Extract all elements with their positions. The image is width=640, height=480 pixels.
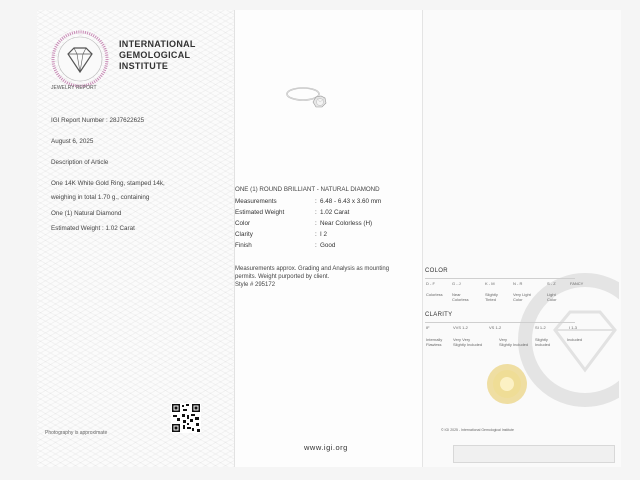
divider xyxy=(425,278,575,279)
report-type: JEWELRY REPORT xyxy=(51,85,97,91)
clarity-desc: Slightly xyxy=(535,337,548,342)
comment-line: Measurements approx. Grading and Analysis as mounting xyxy=(235,266,390,272)
color-desc: Very Light xyxy=(513,292,531,297)
color-grade: G - J xyxy=(452,281,461,286)
color-heading: COLOR xyxy=(425,268,448,274)
institute-line: INSTITUTE xyxy=(119,61,169,71)
qr-code-icon[interactable] xyxy=(171,403,201,433)
report-right-panel xyxy=(423,10,621,467)
clarity-desc: Included xyxy=(567,337,583,342)
security-strip xyxy=(453,445,615,463)
report-date: August 6, 2025 xyxy=(51,138,94,145)
description-line: weighing in total 1.70 g., containing xyxy=(51,194,150,201)
institute-line: INTERNATIONAL xyxy=(119,39,196,49)
clarity-desc: Included xyxy=(535,342,551,347)
clarity-desc: Internally xyxy=(426,337,443,342)
clarity-desc: Very xyxy=(499,337,508,342)
clarity-desc: Flawless xyxy=(426,342,442,347)
clarity-grade: VS 1-2 xyxy=(489,325,502,330)
color-desc: Slightly xyxy=(485,292,498,297)
color-desc: Tinted xyxy=(485,297,496,302)
row-label: Color xyxy=(235,220,251,227)
igi-logo-icon xyxy=(51,30,109,88)
clarity-desc: Slightly Included xyxy=(453,342,483,347)
institute-line: GEMOLOGICAL xyxy=(119,50,191,60)
clarity-grade: SI 1-2 xyxy=(535,325,546,330)
description-heading: Description of Article xyxy=(51,159,109,166)
clarity-grade: I 1-3 xyxy=(569,325,578,330)
color-desc: Light xyxy=(547,292,556,297)
divider xyxy=(425,322,575,323)
report-left-panel xyxy=(37,10,235,467)
comment-line: permits. Weight purported by client. xyxy=(235,274,330,280)
description-line: One (1) Natural Diamond xyxy=(51,210,122,217)
row-value: Near Colorless (H) xyxy=(320,220,373,227)
row-value: Good xyxy=(320,242,336,249)
description-line: Estimated Weight : 1.02 Carat xyxy=(51,225,135,232)
comment-line: Style # 295172 xyxy=(235,282,276,288)
clarity-grade: VVS 1-2 xyxy=(453,325,468,330)
clarity-desc: Very Very xyxy=(453,337,471,342)
row-value: 1.02 Carat xyxy=(320,209,350,216)
ring-photo xyxy=(283,80,333,116)
photography-note: Photography is approximate xyxy=(45,430,108,436)
description-line: One 14K White Gold Ring, stamped 14k, xyxy=(51,180,165,187)
clarity-grade: IF xyxy=(426,325,430,330)
color-grade: FANCY xyxy=(570,281,584,286)
row-value: I 2 xyxy=(320,231,328,238)
row-label: Estimated Weight xyxy=(235,209,285,216)
row-label: Clarity xyxy=(235,231,253,238)
report-number: IGI Report Number : 28J7622625 xyxy=(51,117,145,124)
color-desc: Colorless xyxy=(426,292,443,297)
color-grade: K - M xyxy=(485,281,495,286)
copyright: © IGI 2025 - International Gemological Institute xyxy=(441,428,515,432)
website-link[interactable]: www.igi.org xyxy=(304,443,348,452)
color-desc: Color xyxy=(547,297,557,302)
color-desc: Near xyxy=(452,292,461,297)
report-middle-panel: ONE (1) ROUND BRILLIANT - NATURAL DIAMOND Measurements : 6.48 - 6.43 x 3.60 mm Estimated Weight : 1.02 Carat Color : Near Colorless (H) Clarity : I 2 Finish : Good Measurements approx. Grading and Analysis as mounting permits. Weight purported by client. Style # 295172 www.igi.org xyxy=(235,10,423,467)
color-grade: D - F xyxy=(426,281,435,286)
row-label: Finish xyxy=(235,242,252,249)
color-desc: Colorless xyxy=(452,297,469,302)
color-desc: Color xyxy=(513,297,523,302)
row-label: Measurements xyxy=(235,198,277,205)
institute-name xyxy=(119,39,196,72)
color-grade: S - Z xyxy=(547,281,556,286)
clarity-desc: Slightly Included xyxy=(499,342,529,347)
row-value: 6.48 - 6.43 x 3.60 mm xyxy=(320,198,382,205)
hologram-seal-icon xyxy=(485,362,529,406)
stone-heading: ONE (1) ROUND BRILLIANT - NATURAL DIAMOND xyxy=(235,186,380,193)
color-grade: N - R xyxy=(513,281,523,286)
clarity-heading: CLARITY xyxy=(425,312,453,318)
